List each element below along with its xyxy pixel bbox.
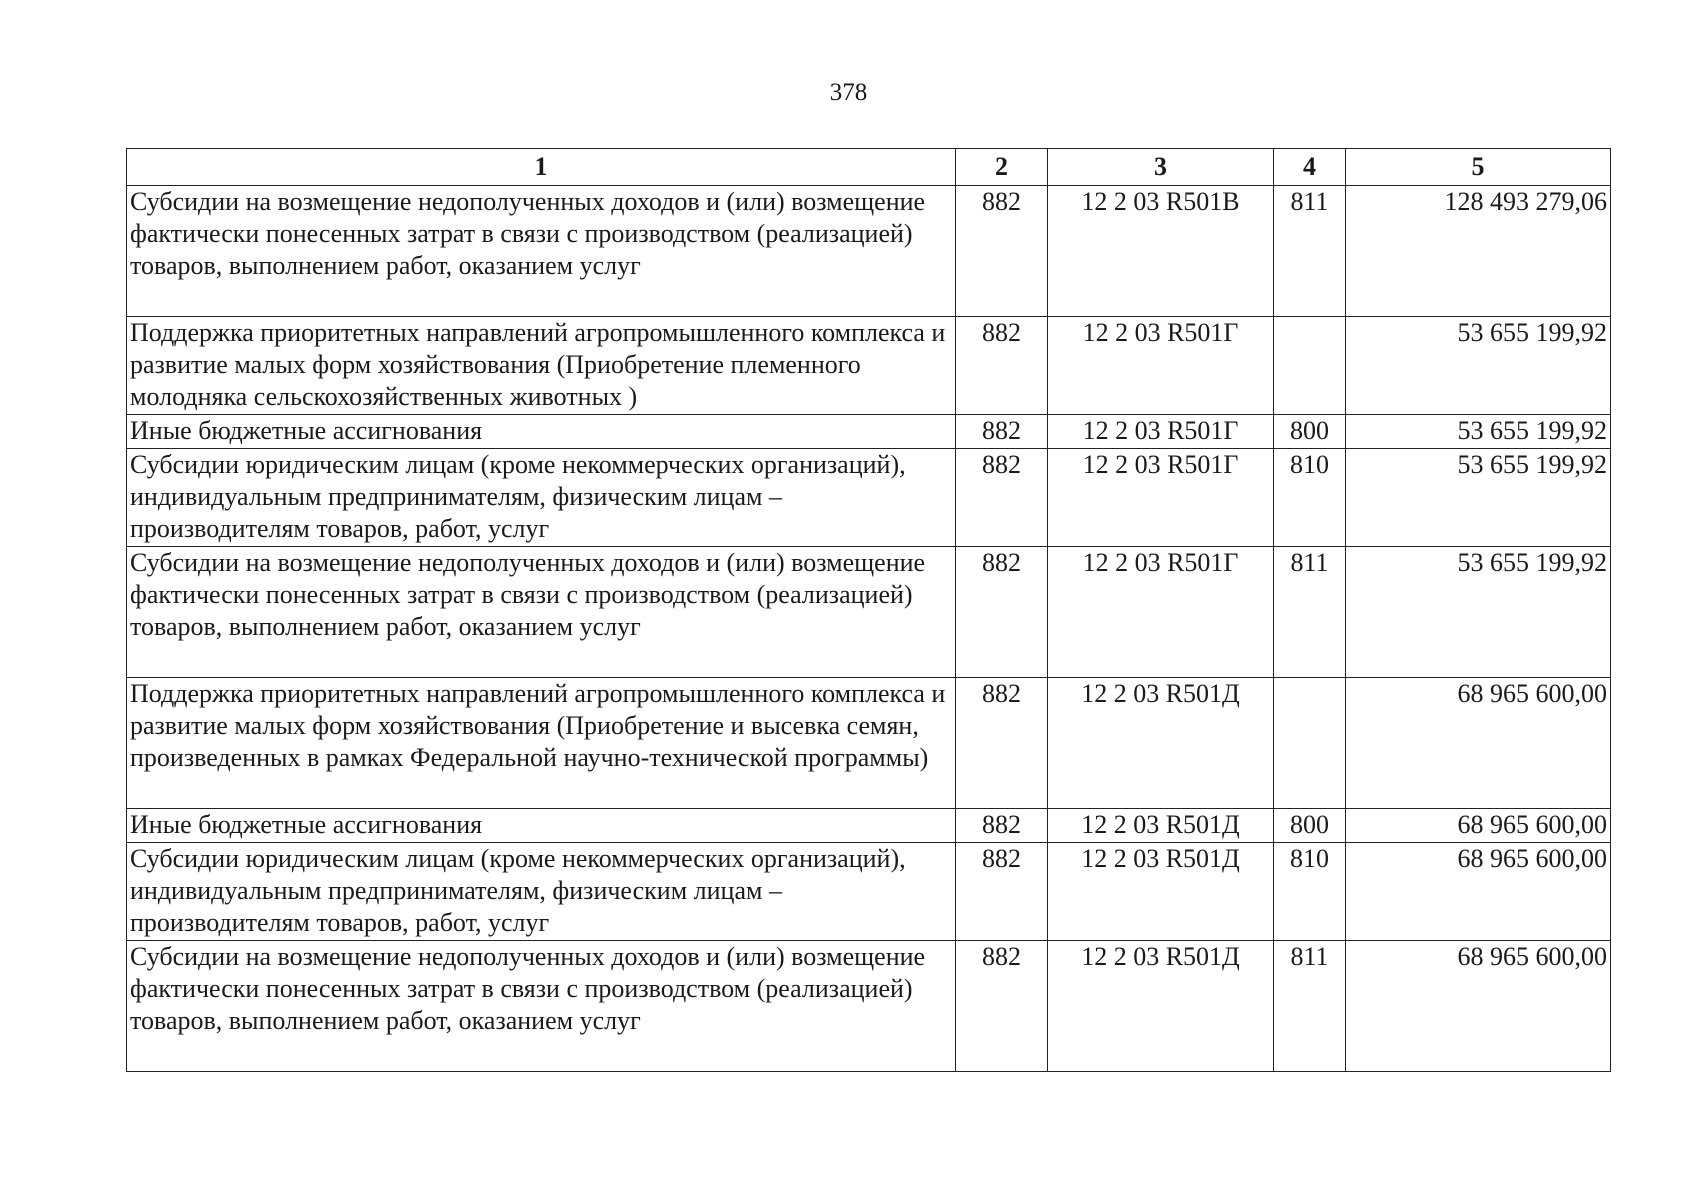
row-ministry-code: 882 xyxy=(956,317,1048,415)
row-target-article: 12 2 03 R501Д xyxy=(1048,678,1274,809)
column-header-1: 1 xyxy=(127,149,956,186)
row-amount: 53 655 199,92 xyxy=(1346,547,1611,678)
column-header-3: 3 xyxy=(1048,149,1274,186)
row-expense-type: 800 xyxy=(1274,415,1346,449)
row-name: Субсидии юридическим лицам (кроме некоммерческих организаций), индивидуальным предпринимателям, физическим лицам – производителям товаров, работ, услуг xyxy=(127,843,956,941)
row-ministry-code: 882 xyxy=(956,415,1048,449)
row-target-article: 12 2 03 R501Д xyxy=(1048,843,1274,941)
table-row xyxy=(127,809,1611,843)
row-ministry-code: 882 xyxy=(956,186,1048,317)
row-expense-type: 810 xyxy=(1274,843,1346,941)
row-amount: 68 965 600,00 xyxy=(1346,843,1611,941)
row-amount: 68 965 600,00 xyxy=(1346,809,1611,843)
column-header-5: 5 xyxy=(1346,149,1611,186)
budget-table xyxy=(126,148,1611,1072)
table-row xyxy=(127,678,1611,809)
row-amount: 128 493 279,06 xyxy=(1346,186,1611,317)
row-target-article: 12 2 03 R501В xyxy=(1048,186,1274,317)
row-name: Субсидии на возмещение недополученных доходов и (или) возмещение фактически понесенных затрат в связи с производством (реализацией) товаров, выполнением работ, оказанием услуг xyxy=(127,941,956,1072)
page-number: 378 xyxy=(829,79,868,106)
row-expense-type xyxy=(1274,317,1346,415)
row-target-article: 12 2 03 R501Г xyxy=(1048,547,1274,678)
row-amount: 53 655 199,92 xyxy=(1346,449,1611,547)
table-row xyxy=(127,843,1611,941)
row-target-article: 12 2 03 R501Г xyxy=(1048,415,1274,449)
row-expense-type: 811 xyxy=(1274,186,1346,317)
row-amount: 53 655 199,92 xyxy=(1346,415,1611,449)
table-row xyxy=(127,317,1611,415)
row-name: Поддержка приоритетных направлений агропромышленного комплекса и развитие малых форм хозяйствования (Приобретение племенного молодняка сельскохозяйственных животных ) xyxy=(127,317,956,415)
row-ministry-code: 882 xyxy=(956,941,1048,1072)
row-name: Иные бюджетные ассигнования xyxy=(127,809,956,843)
table-row xyxy=(127,186,1611,317)
row-expense-type: 811 xyxy=(1274,547,1346,678)
row-ministry-code: 882 xyxy=(956,843,1048,941)
row-amount: 53 655 199,92 xyxy=(1346,317,1611,415)
row-target-article: 12 2 03 R501Г xyxy=(1048,317,1274,415)
row-target-article: 12 2 03 R501Д xyxy=(1048,941,1274,1072)
row-name: Субсидии юридическим лицам (кроме некоммерческих организаций), индивидуальным предпринимателям, физическим лицам – производителям товаров, работ, услуг xyxy=(127,449,956,547)
row-ministry-code: 882 xyxy=(956,809,1048,843)
row-amount: 68 965 600,00 xyxy=(1346,678,1611,809)
row-name: Иные бюджетные ассигнования xyxy=(127,415,956,449)
column-header-2: 2 xyxy=(956,149,1048,186)
table-row xyxy=(127,547,1611,678)
row-name: Субсидии на возмещение недополученных доходов и (или) возмещение фактически понесенных затрат в связи с производством (реализацией) товаров, выполнением работ, оказанием услуг xyxy=(127,186,956,317)
table-row xyxy=(127,941,1611,1072)
row-target-article: 12 2 03 R501Д xyxy=(1048,809,1274,843)
table-header-row xyxy=(127,149,1611,186)
row-expense-type: 810 xyxy=(1274,449,1346,547)
row-expense-type xyxy=(1274,678,1346,809)
row-ministry-code: 882 xyxy=(956,678,1048,809)
row-expense-type: 800 xyxy=(1274,809,1346,843)
row-amount: 68 965 600,00 xyxy=(1346,941,1611,1072)
table-row xyxy=(127,449,1611,547)
row-expense-type: 811 xyxy=(1274,941,1346,1072)
row-ministry-code: 882 xyxy=(956,547,1048,678)
row-name: Поддержка приоритетных направлений агропромышленного комплекса и развитие малых форм хозяйствования (Приобретение и высевка семян, произведенных в рамках Федеральной научно-технической программы) xyxy=(127,678,956,809)
row-ministry-code: 882 xyxy=(956,449,1048,547)
table-row xyxy=(127,415,1611,449)
row-target-article: 12 2 03 R501Г xyxy=(1048,449,1274,547)
row-name: Субсидии на возмещение недополученных доходов и (или) возмещение фактически понесенных затрат в связи с производством (реализацией) товаров, выполнением работ, оказанием услуг xyxy=(127,547,956,678)
column-header-4: 4 xyxy=(1274,149,1346,186)
